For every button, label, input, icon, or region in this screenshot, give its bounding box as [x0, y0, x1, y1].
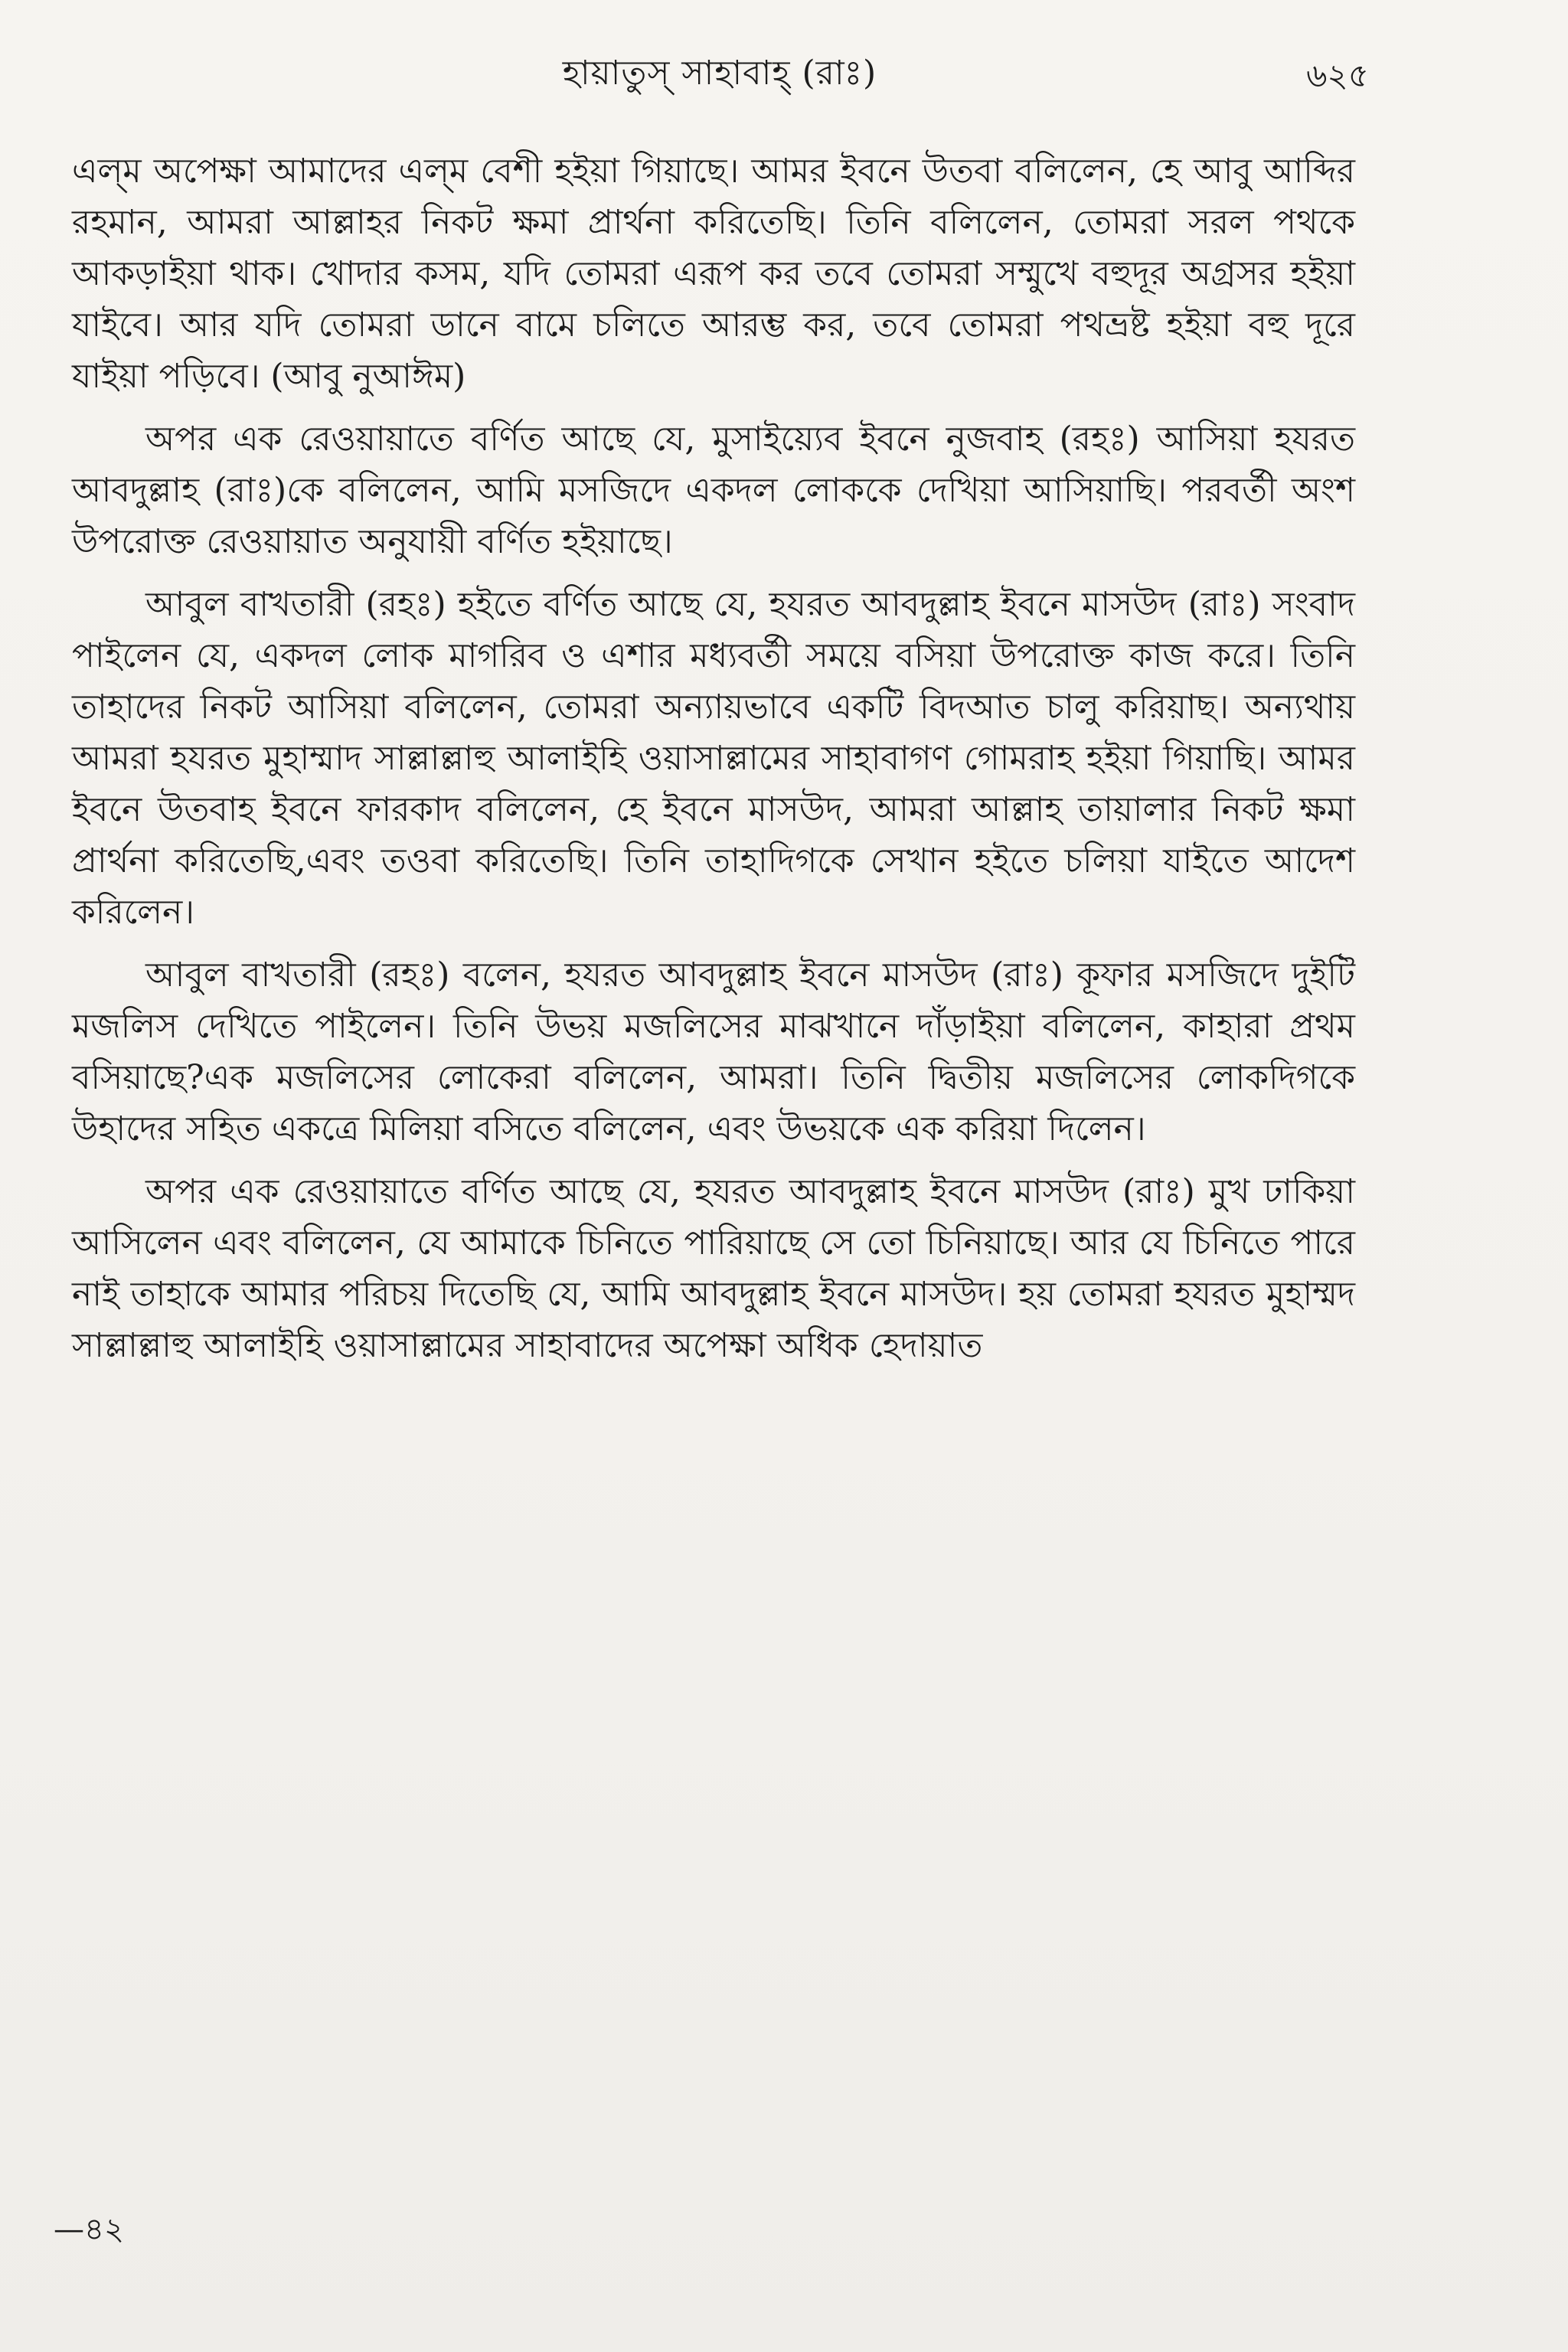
- signature-mark: —৪২: [54, 2212, 124, 2247]
- paragraph-2: অপর এক রেওয়ায়াতে বর্ণিত আছে যে, মুসাইয়্যেব ইবনে নুজবাহ (রহঃ) আসিয়া হযরত আবদুল্লাহ (রাঃ)কে বলিলেন, আমি মসজিদে একদল লোককে দেখিয়া আসিয়াছি। পরবর্তী অংশ উপরোক্ত রেওয়ায়াত অনুযায়ী বর্ণিত হইয়াছে।: [72, 420, 1355, 561]
- paragraph-5: অপর এক রেওয়ায়াতে বর্ণিত আছে যে, হযরত আবদুল্লাহ ইবনে মাসউদ (রাঃ) মুখ ঢাকিয়া আসিলেন এবং বলিলেন, যে আমাকে চিনিতে পারিয়াছে সে তো চিনিয়াছে। আর যে চিনিতে পারে নাই তাহাকে আমার পরিচয় দিতেছি যে, আমি আবদুল্লাহ ইবনে মাসউদ। হয় তোমরা হযরত মুহাম্মদ সাল্লাল্লাহু আলাইহি ওয়াসাল্লামের সাহাবাদের অপেক্ষা অধিক হেদায়াত: [72, 1172, 1355, 1365]
- body-text: [72, 145, 1355, 2105]
- running-header: [0, 40, 1568, 101]
- paragraph-1: এল্‌ম অপেক্ষা আমাদের এল্‌ম বেশী হইয়া গিয়াছে। আমর ইবনে উতবা বলিলেন, হে আবু আব্দির রহমান, আমরা আল্লাহর নিকট ক্ষমা প্রার্থনা করিতেছি। তিনি বলিলেন, তোমরা সরল পথকে আকড়াইয়া থাক। খোদার কসম, যদি তোমরা এরূপ কর তবে তোমরা সম্মুখে বহুদূর অগ্রসর হইয়া যাইবে। আর যদি তোমরা ডানে বামে চলিতে আরম্ভ কর, তবে তোমরা পথভ্রষ্ট হইয়া বহু দূরে যাইয়া পড়িবে। (আবু নুআঈম): [72, 152, 1355, 396]
- paragraph-4: আবুল বাখতারী (রহঃ) বলেন, হযরত আবদুল্লাহ ইবনে মাসউদ (রাঃ) কূফার মসজিদে দুইটি মজলিস দেখিতে পাইলেন। তিনি উভয় মজলিসের মাঝখানে দাঁড়াইয়া বলিলেন, কাহারা প্রথম বসিয়াছে?এক মজলিসের লোকেরা বলিলেন, আমরা। তিনি দ্বিতীয় মজলিসের লোকদিগকে উহাদের সহিত একত্রে মিলিয়া বসিতে বলিলেন, এবং উভয়কে এক করিয়া দিলেন।: [72, 956, 1355, 1148]
- page-number: ৬২৫: [1306, 57, 1369, 94]
- book-title: হায়াতুস্ সাহাবাহ্ (রাঃ): [562, 54, 877, 93]
- paragraph-3: আবুল বাখতারী (রহঃ) হইতে বর্ণিত আছে যে, হযরত আবদুল্লাহ ইবনে মাসউদ (রাঃ) সংবাদ পাইলেন যে, একদল লোক মাগরিব ও এশার মধ্যবর্তী সময়ে বসিয়া উপরোক্ত কাজ করে। তিনি তাহাদের নিকট আসিয়া বলিলেন, তোমরা অন্যায়ভাবে একটি বিদআত চালু করিয়াছ। অন্যথায় আমরা হযরত মুহাম্মাদ সাল্লাল্লাহু আলাইহি ওয়াসাল্লামের সাহাবাগণ গোমরাহ হইয়া গিয়াছি। আমর ইবনে উতবাহ ইবনে ফারকাদ বলিলেন, হে ইবনে মাসউদ, আমরা আল্লাহ তায়ালার নিকট ক্ষমা প্রার্থনা করিতেছি,এবং তওবা করিতেছি। তিনি তাহাদিগকে সেখান হইতে চলিয়া যাইতে আদেশ করিলেন।: [72, 585, 1355, 932]
